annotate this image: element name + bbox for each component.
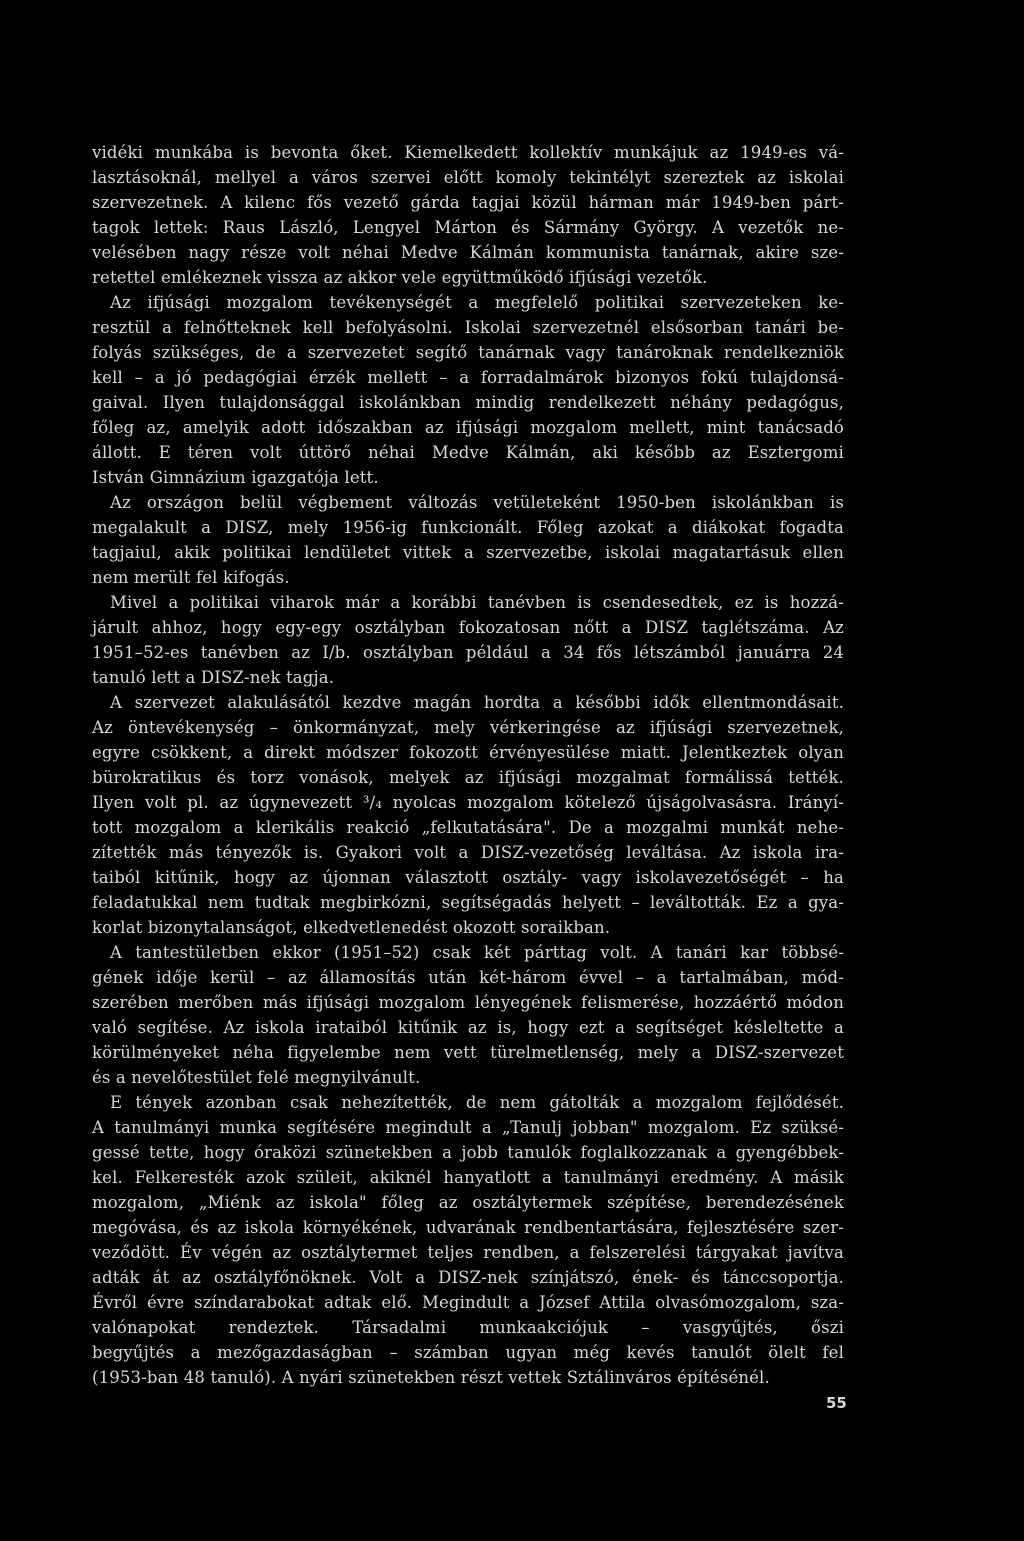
- text-line: 1951–52-es tanévben az I/b. osztályban például a 34 fős létszámból januárra 24: [92, 643, 844, 662]
- text-line: járult ahhoz, hogy egy-egy osztályban fokozatosan nőtt a DISZ taglétszáma. Az: [92, 618, 844, 637]
- text-line: Ilyen volt pl. az úgynevezett ³/₄ nyolcas mozgalom kötelező újságolvasásra. Irányí-: [92, 793, 844, 812]
- text-line: szerében merőben más ifjúsági mozgalom lényegének felismerése, hozzáértő módon: [92, 993, 844, 1012]
- text-line: bürokratikus és torz vonások, melyek az ifjúsági mozgalmat formálissá tették.: [92, 768, 844, 787]
- text-line: gessé tette, hogy óraközi szünetekben a jobb tanulók foglalkozzanak a gyengébbek-: [92, 1143, 844, 1162]
- text-line: folyás szükséges, de a szervezetet segítő tanárnak vagy tanároknak rendelkezniök: [92, 343, 844, 362]
- text-line: Az országon belül végbement változás vetületeként 1950-ben iskolánkban is: [110, 493, 844, 512]
- text-line: feladatukkal nem tudtak megbirkózni, segítségadás helyett – leváltották. Ez a gya-: [92, 893, 844, 912]
- text-line: való segítése. Az iskola irataiból kitűnik az is, hogy ezt a segítséget késleltette a: [92, 1018, 844, 1037]
- text-line: valónapokat rendeztek. Társadalmi munkaakciójuk – vasgyűjtés, őszi: [92, 1318, 844, 1337]
- text-line: resztül a felnőtteknek kell befolyásolni. Iskolai szervezetnél elsősorban tanári be-: [92, 318, 844, 337]
- text-line: A tanulmányi munka segítésére megindult a „Tanulj jobban" mozgalom. Ez szüksé-: [92, 1118, 844, 1137]
- text-line: körülményeket néha figyelembe nem vett türelmetlenség, mely a DISZ-szervezet: [92, 1043, 844, 1062]
- text-line: állott. E téren volt úttörő néhai Medve Kálmán, aki később az Esztergomi: [92, 443, 844, 462]
- text-line: és a nevelőtestület felé megnyilvánult.: [92, 1068, 421, 1087]
- text-line: adták át az osztályfőnöknek. Volt a DISZ-nek színjátszó, ének- és tánccsoportja.: [92, 1268, 844, 1287]
- text-line: vidéki munkába is bevonta őket. Kiemelkedett kollektív munkájuk az 1949-es vá-: [92, 143, 844, 162]
- text-line: főleg az, amelyik adott időszakban az ifjúsági mozgalom mellett, mint tanácsadó: [92, 418, 844, 437]
- text-line: megalakult a DISZ, mely 1956-ig funkcionált. Főleg azokat a diákokat fogadta: [92, 518, 844, 537]
- text-line: Az öntevékenység – önkormányzat, mely vérkeringése az ifjúsági szervezetnek,: [92, 718, 844, 737]
- text-line: tagok lettek: Raus László, Lengyel Márton és Sármány György. A vezetők ne-: [92, 218, 844, 237]
- text-line: (1953-ban 48 tanuló). A nyári szünetekben részt vettek Sztálinváros építésénél.: [92, 1368, 770, 1387]
- text-line: megóvása, és az iskola környékének, udvarának rendbentartására, fejlesztésére szer-: [92, 1218, 844, 1237]
- text-line: velésében nagy része volt néhai Medve Kálmán kommunista tanárnak, akire sze-: [92, 243, 844, 262]
- text-line: tanuló lett a DISZ-nek tagja.: [92, 668, 335, 687]
- text-line: nem merült fel kifogás.: [92, 568, 290, 587]
- text-line: korlat bizonytalanságot, elkedvetlenedést okozott soraikban.: [92, 918, 611, 937]
- text-line: E tények azonban csak nehezítették, de nem gátolták a mozgalom fejlődését.: [110, 1093, 844, 1112]
- text-line: Évről évre színdarabokat adtak elő. Megindult a József Attila olvasómozgalom, sza-: [92, 1293, 844, 1312]
- text-line: tott mozgalom a klerikális reakció „felkutatására". De a mozgalmi munkát nehe-: [92, 818, 844, 837]
- text-line: begyűjtés a mezőgazdaságban – számban ugyan még kevés tanulót ölelt fel: [92, 1343, 844, 1362]
- text-line: tagjaiul, akik politikai lendületet vittek a szervezetbe, iskolai magatartásuk ellen: [92, 543, 844, 562]
- text-line: kel. Felkeresték azok szüleit, akiknél hanyatlott a tanulmányi eredmény. A másik: [92, 1168, 844, 1187]
- text-line: A szervezet alakulásától kezdve magán hordta a későbbi idők ellentmondásait.: [110, 693, 844, 712]
- text-line: zítették más tényezők is. Gyakori volt a DISZ-vezetőség leváltása. Az iskola ira-: [92, 843, 844, 862]
- text-line: gének idője kerül – az államosítás után két-három évvel – a tartalmában, mód-: [92, 968, 844, 987]
- text-line: kell – a jó pedagógiai érzék mellett – a forradalmárok bizonyos fokú tulajdonsá-: [92, 368, 844, 387]
- text-line: Az ifjúsági mozgalom tevékenységét a megfelelő politikai szervezeteken ke-: [110, 293, 844, 312]
- text-line: veződött. Év végén az osztálytermet teljes rendben, a felszerelési tárgyakat javítva: [92, 1243, 844, 1262]
- text-line: lasztásoknál, mellyel a város szervei előtt komoly tekintélyt szereztek az iskolai: [92, 168, 844, 187]
- text-line: egyre csökkent, a direkt módszer fokozott érvényesülése miatt. Jelentkeztek olyan: [92, 743, 844, 762]
- text-line: taiból kitűnik, hogy az újonnan választott osztály- vagy iskolavezetőségét – ha: [92, 868, 844, 887]
- text-line: szervezetnek. A kilenc fős vezető gárda tagjai közül hárman már 1949-ben párt-: [92, 193, 844, 212]
- text-line: István Gimnázium igazgatója lett.: [92, 468, 379, 487]
- page-number: 55: [826, 1394, 847, 1412]
- text-line: Mivel a politikai viharok már a korábbi tanévben is csendesedtek, ez is hozzá-: [110, 593, 844, 612]
- text-line: A tantestületben ekkor (1951–52) csak két párttag volt. A tanári kar többsé-: [110, 943, 844, 962]
- text-line: gaival. Ilyen tulajdonsággal iskolánkban mindig rendelkezett néhány pedagógus,: [92, 393, 844, 412]
- text-line: retettel emlékeznek vissza az akkor vele együttműködő ifjúsági vezetők.: [92, 268, 708, 287]
- text-line: mozgalom, „Miénk az iskola" főleg az osztálytermek szépítése, berendezésének: [92, 1193, 844, 1212]
